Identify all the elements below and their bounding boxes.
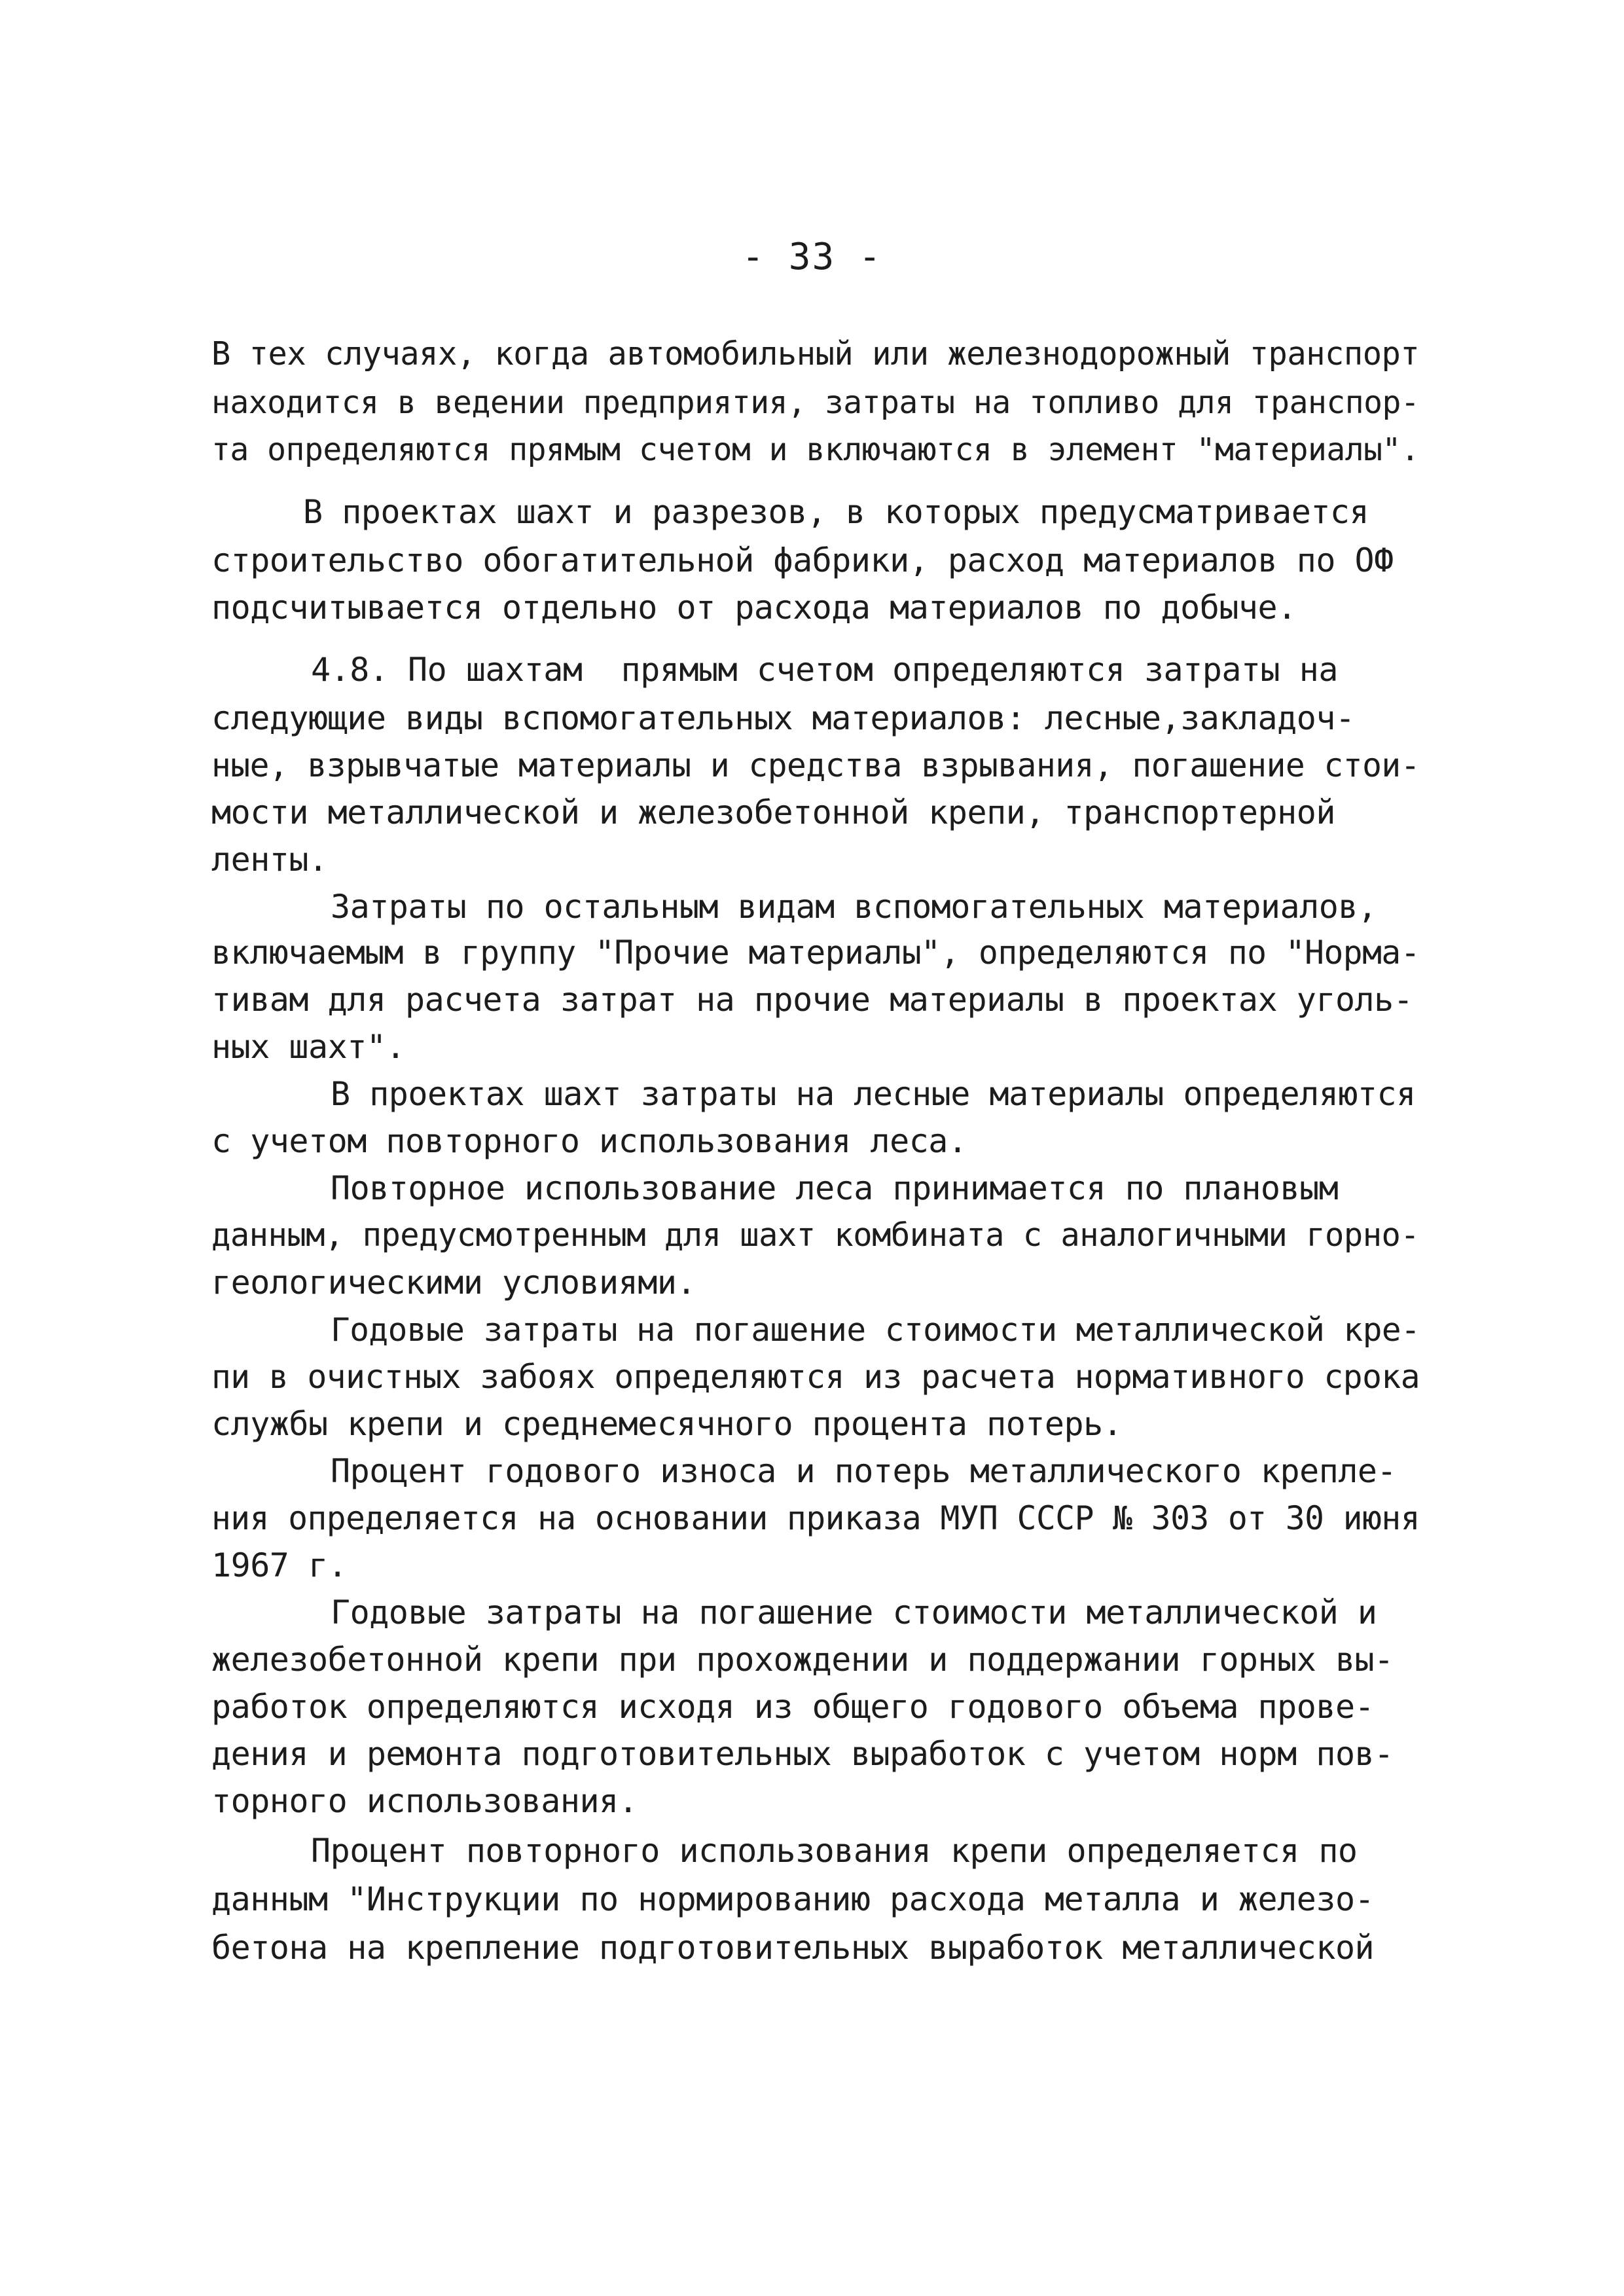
text-line: 1967 г. (211, 1546, 348, 1584)
text-line: подсчитывается отдельно от расхода материалов по добыче. (211, 589, 1297, 627)
text-line: Годовые затраты на погашение стоимости металлической кре- (331, 1311, 1420, 1349)
text-line: Затраты по остальным видам вспомогательных материалов, (331, 888, 1377, 926)
text-line: данным, предусмотренным для шахт комбината с аналогичными горно- (211, 1217, 1420, 1254)
text-line: В тех случаях, когда автомобильный или железнодорожный транспорт (211, 336, 1420, 373)
text-line: та определяются прямым счетом и включаются в элемент "материалы". (211, 431, 1420, 468)
text-line: В проектах шахт и разрезов, в которых предусматривается (303, 493, 1369, 531)
text-line: Повторное использование леса принимается по плановым (331, 1169, 1339, 1207)
text-line: мости металлической и железобетонной крепи, транспортерной (211, 793, 1335, 831)
text-line: службы крепи и среднемесячного процента потерь. (211, 1405, 1123, 1443)
text-line: находится в ведении предприятия, затраты на топливо для транспор- (211, 384, 1420, 421)
text-line: геологическими условиями. (211, 1264, 696, 1302)
text-line: В проектах шахт затраты на лесные материалы определяются (331, 1075, 1416, 1113)
text-line: бетона на крепление подготовительных выработок металлической (211, 1929, 1375, 1967)
text-line: ных шахт". (211, 1028, 406, 1066)
text-line: ленты. (211, 841, 328, 879)
text-line: дения и ремонта подготовительных выработок с учетом норм пов- (211, 1735, 1394, 1773)
text-line: железобетонной крепи при прохождении и поддержании горных вы- (211, 1641, 1394, 1679)
page-number: - 33 - (742, 236, 882, 278)
text-line: пи в очистных забоях определяются из расчета нормативного срока (211, 1358, 1420, 1396)
text-line: торного использования. (211, 1782, 638, 1820)
text-line: ния определяется на основании приказа МУП СССР № 303 от 30 июня (211, 1499, 1420, 1537)
text-line: с учетом повторного использования леса. (211, 1122, 967, 1160)
text-line: 4.8. По шахтам прямым счетом определяются затраты на (311, 651, 1338, 689)
text-line: следующие виды вспомогательных материалов: лесные,закладоч- (211, 699, 1355, 737)
text-line: Процент годового износа и потерь металлического крепле- (331, 1452, 1397, 1490)
text-line: Годовые затраты на погашение стоимости металлической и (331, 1594, 1377, 1631)
text-line: включаемым в группу "Прочие материалы", определяются по "Норма- (211, 934, 1420, 972)
text-line: строительство обогатительной фабрики, расход материалов по ОФ (211, 541, 1394, 579)
text-line: ные, взрывчатые материалы и средства взрывания, погашение стои- (211, 746, 1420, 784)
text-line: данным "Инструкции по нормированию расхода металла и железо- (211, 1880, 1375, 1918)
text-line: работок определяются исходя из общего годового объема прове- (211, 1688, 1375, 1726)
text-line: Процент повторного использования крепи определяется по (311, 1832, 1358, 1870)
text-line: тивам для расчета затрат на прочие материалы в проектах уголь- (211, 981, 1413, 1019)
